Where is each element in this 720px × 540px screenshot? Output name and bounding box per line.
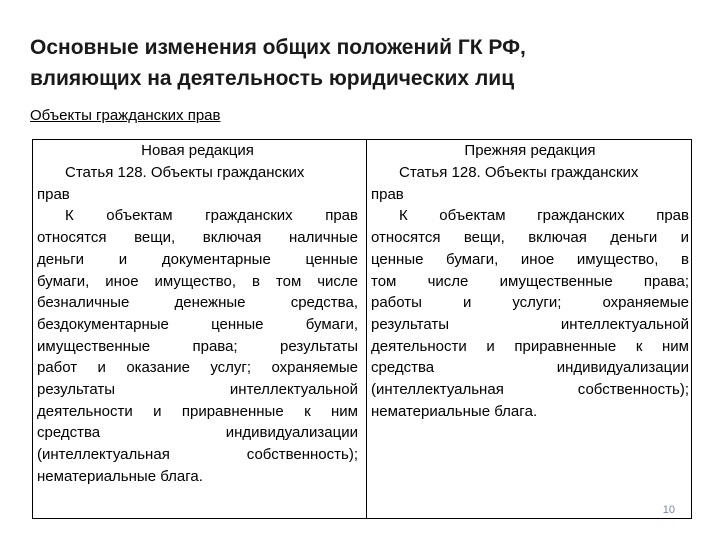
left-line: (интеллектуальная собственность);	[37, 446, 358, 464]
right-line: относятся вещи, включая деньги и	[371, 229, 689, 247]
left-line: имущественные права; результаты	[37, 337, 358, 355]
left-line: деньги и документарные ценные	[37, 250, 358, 268]
right-line: К объектам гражданских прав	[399, 207, 689, 225]
comparison-table	[32, 139, 692, 519]
right-line: нематериальные благa.	[371, 402, 538, 420]
right-line: (интеллектуальная собственность);	[371, 381, 689, 399]
right-line: деятельности и приравненные к ним	[371, 337, 689, 355]
left-line: нематериальные блага.	[37, 467, 203, 485]
left-line: бумаги, иное имущество, в том числе	[37, 272, 358, 290]
section-subtitle: Объекты гражданских прав	[30, 107, 221, 124]
title-line-2: влияющих на деятельность юридических лиц	[30, 67, 515, 90]
new-edition-header: Новая редакция	[141, 142, 254, 159]
right-line: том числе имущественные права;	[371, 272, 689, 290]
old-edition-column	[371, 140, 689, 518]
right-line: работы и услуги; охраняемые	[371, 294, 689, 312]
old-edition-header: Прежняя редакция	[464, 142, 596, 159]
new-edition-column	[37, 140, 358, 518]
left-line: деятельности и приравненные к ним	[37, 402, 358, 420]
right-line: результаты интеллектуальной	[371, 315, 689, 333]
page-title	[30, 32, 690, 94]
left-line: работ и оказание услуг; охраняемые	[37, 359, 358, 377]
right-line: прав	[371, 185, 404, 203]
left-line: средства индивидуализации	[37, 424, 358, 442]
right-line: Статья 128. Объекты гражданских	[399, 164, 639, 181]
title-line-1: Основные изменения общих положений ГК РФ,	[30, 36, 526, 59]
right-line: средства индивидуализации	[371, 359, 689, 377]
left-line: результаты интеллектуальной	[37, 381, 358, 399]
right-line: ценные бумаги, иное имущество, в	[371, 250, 689, 268]
left-line: бездокументарные ценные бумаги,	[37, 315, 358, 333]
left-line: прав	[37, 185, 70, 203]
left-line: Статья 128. Объекты гражданских	[65, 164, 305, 181]
column-divider	[366, 140, 367, 518]
left-line: К объектам гражданских прав	[65, 207, 358, 225]
page-number: 10	[662, 504, 675, 516]
left-line: безналичные денежные средства,	[37, 294, 358, 312]
left-line: относятся вещи, включая наличные	[37, 229, 358, 247]
